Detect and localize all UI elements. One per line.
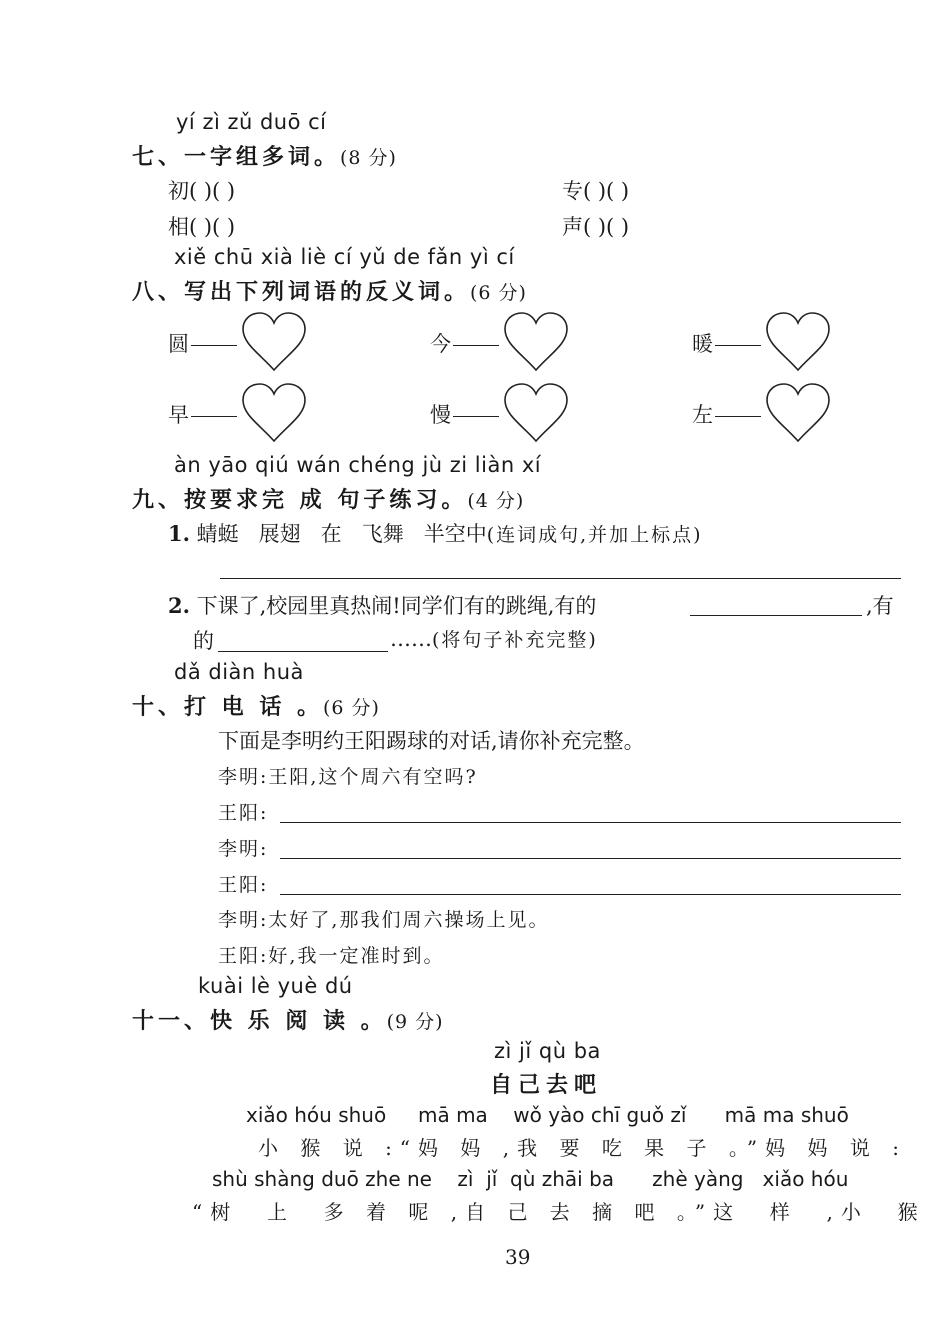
s10-title [132, 690, 380, 721]
story-title: 自己去吧 [490, 1073, 603, 1098]
s7-pinyin: yí zì zǔ duō cí [176, 110, 327, 134]
s9-score: (4 分) [467, 490, 525, 512]
s10-dialog-6: 王阳:好,我一定准时到。 [218, 945, 445, 967]
s9-q2-answer-line-1[interactable] [690, 615, 862, 616]
story-p2-text: “树 上 多 着 呢 ,自 己 去 摘 吧 。”这 样 ,小 猴 [192, 1200, 926, 1224]
s7-score: (8 分) [340, 147, 397, 169]
s9-q1-answer-line[interactable] [220, 578, 901, 579]
s10-dialog-1: 李明:王阳,这个周六有空吗? [218, 766, 478, 788]
page-number: 39 [505, 1245, 531, 1269]
s8-score: (6 分) [470, 282, 527, 304]
s7-char: 初 [168, 179, 189, 203]
s8-dash [715, 416, 761, 417]
s8-item-1 [168, 328, 237, 358]
s10-title-text: 十、打 电 话 。 [132, 695, 323, 720]
s7-paren[interactable]: ( )( ) [583, 215, 630, 239]
s8-title-text: 八、写出下列词语的反义词。 [132, 280, 471, 305]
s8-title [132, 275, 527, 306]
s7-char: 相 [168, 215, 189, 239]
s7-title [132, 140, 397, 171]
s8-dash [191, 345, 237, 346]
s11-title-text: 十一、快 乐 阅 读 。 [132, 1009, 387, 1034]
s9-q2-line2: 的 [193, 629, 214, 653]
s7-item-1 [168, 175, 235, 205]
s7-paren[interactable]: ( )( ) [583, 179, 630, 203]
s10-intro: 下面是李明约王阳踢球的对话,请你补充完整。 [218, 729, 645, 753]
heart-answer-box-3[interactable] [764, 310, 832, 374]
s10-answer-line-1[interactable] [280, 822, 901, 823]
s11-pinyin: kuài lè yuè dú [198, 974, 353, 998]
s8-item-3 [692, 328, 761, 358]
heart-answer-box-5[interactable] [502, 381, 570, 445]
s8-pinyin: xiě chū xià liè cí yǔ de fǎn yì cí [174, 245, 515, 269]
s8-dash [453, 345, 499, 346]
s9-q1-hint: (连词成句,并加上标点) [486, 524, 703, 546]
s8-char: 今 [430, 332, 451, 356]
s9-q2-number: 2. [168, 593, 190, 618]
s7-title-text: 七、一字组多词。 [132, 145, 341, 170]
s10-dialog-5: 李明:太好了,那我们周六操场上见。 [218, 909, 550, 931]
s8-item-4 [168, 399, 237, 429]
s9-q2-text: 下课了,校园里真热闹!同学们有的跳绳,有的 [196, 594, 597, 618]
s9-q1-number: 1. [168, 521, 190, 546]
s8-dash [453, 416, 499, 417]
s10-dialog-3: 李明: [218, 838, 269, 860]
s7-item-3 [168, 211, 235, 241]
s9-q2-end [390, 625, 598, 652]
s10-pinyin: dǎ diàn huà [174, 660, 304, 684]
s7-paren[interactable]: ( )( ) [189, 179, 236, 203]
story-p1-text: 小 猴 说 :“妈 妈 ,我 要 吃 果 子 。”妈 妈 说 : [258, 1136, 907, 1160]
s9-q2-hint: (将句子补充完整) [432, 629, 598, 651]
s8-char: 左 [692, 403, 713, 427]
s7-item-2 [562, 175, 629, 205]
s11-score: (9 分) [386, 1011, 444, 1033]
s9-q2-tail: ,有 [866, 594, 894, 618]
s10-answer-line-2[interactable] [280, 858, 901, 859]
s8-item-2 [430, 328, 499, 358]
s8-item-6 [692, 399, 761, 429]
s9-title [132, 483, 524, 514]
heart-answer-box-2[interactable] [502, 310, 570, 374]
s9-pinyin: àn yāo qiú wán chéng jù zi liàn xí [174, 453, 542, 477]
s11-title [132, 1004, 444, 1035]
s7-char: 声 [562, 215, 583, 239]
s9-q2-answer-line-2[interactable] [218, 651, 388, 652]
story-p2-pinyin: shù shàng duō zhe ne zì jǐ qù zhāi ba zhè yàng xiǎo hóu [212, 1167, 849, 1191]
s8-char: 圆 [168, 332, 189, 356]
s8-dash [715, 345, 761, 346]
s9-question-1 [168, 518, 703, 548]
s10-answer-line-3[interactable] [280, 894, 901, 895]
s7-paren[interactable]: ( )( ) [189, 215, 236, 239]
s8-char: 慢 [430, 403, 451, 427]
s9-q1-text: 蜻蜓 展翅 在 飞舞 半空中 [196, 522, 487, 546]
s7-item-4 [562, 211, 629, 241]
heart-answer-box-4[interactable] [240, 381, 308, 445]
s9-title-text: 九、按要求完 成 句子练习。 [132, 488, 468, 513]
heart-answer-box-1[interactable] [240, 310, 308, 374]
s8-dash [191, 416, 237, 417]
s8-char: 早 [168, 403, 189, 427]
s10-dialog-2: 王阳: [218, 802, 269, 824]
s9-q2-ellipsis: …… [390, 627, 432, 651]
s9-question-2 [168, 590, 596, 620]
s8-char: 暖 [692, 332, 713, 356]
s7-char: 专 [562, 179, 583, 203]
s10-dialog-4: 王阳: [218, 874, 269, 896]
s10-score: (6 分) [322, 697, 380, 719]
heart-answer-box-6[interactable] [764, 381, 832, 445]
s8-item-5 [430, 399, 499, 429]
story-title-pinyin: zì jǐ qù ba [494, 1039, 601, 1063]
story-p1-pinyin: xiǎo hóu shuō mā ma wǒ yào chī guǒ zǐ mā ma shuō [246, 1103, 849, 1127]
